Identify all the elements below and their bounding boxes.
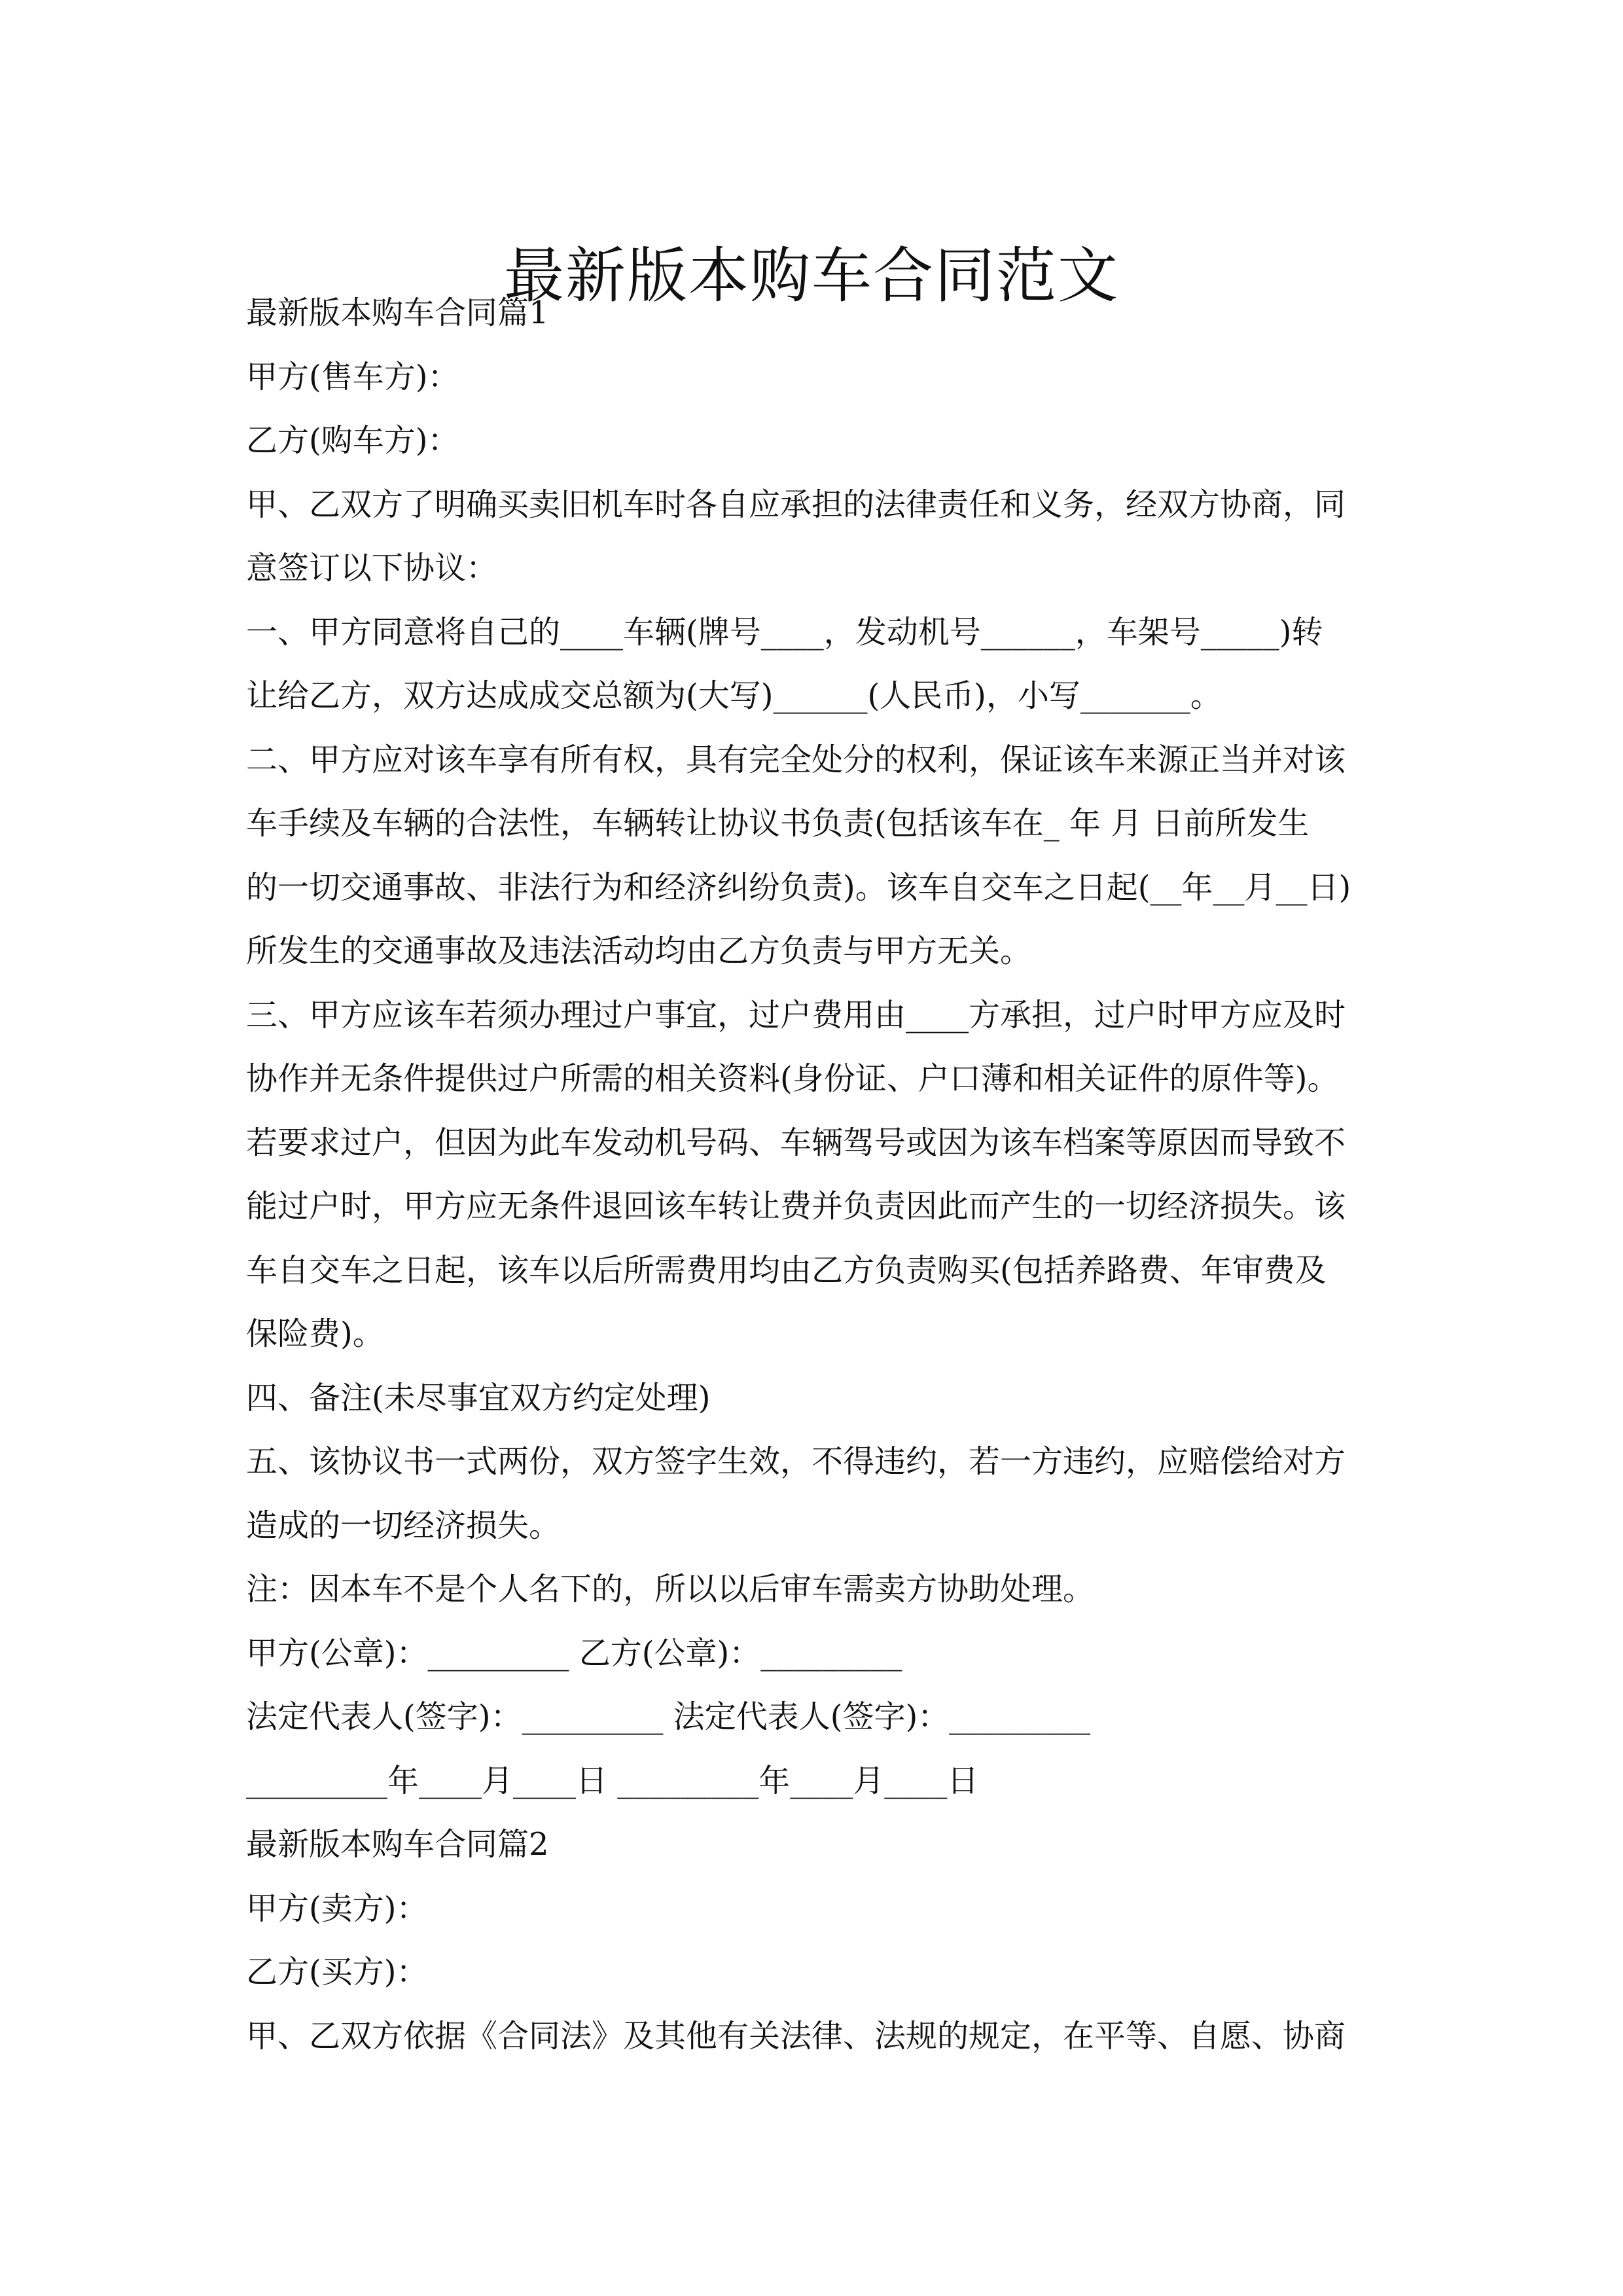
text-line: 乙方(买方)：: [246, 1954, 428, 1990]
text-line: 法定代表人(签字)：_________ 法定代表人(签字)：_________: [246, 1698, 1091, 1735]
text-line: 所发生的交通事故及违法活动均由乙方负责与甲方无关。: [246, 933, 1032, 969]
text-line: 车手续及车辆的合法性，车辆转让协议书负责(包括该车在_ 年 月 日前所发生: [246, 805, 1310, 842]
text-line: 车自交车之日起，该车以后所需费用均由乙方负责购买(包括养路费、年审费及: [246, 1251, 1327, 1289]
text-line: 让给乙方，双方达成成交总额为(大写)______(人民币)，小写_______。: [246, 677, 1222, 714]
text-line: 协作并无条件提供过户所需的相关资料(身份证、户口薄和相关证件的原件等)。: [246, 1060, 1339, 1097]
text-line: 甲、乙双方依据《合同法》及其他有关法律、法规的规定，在平等、自愿、协商: [246, 2017, 1346, 2054]
text-line: 的一切交通事故、非法行为和经济纠纷负责)。该车自交车之日起(__年__月__日): [246, 869, 1351, 906]
text-line: 甲方(公章)：_________ 乙方(公章)：_________: [246, 1634, 902, 1672]
text-line: 意签订以下协议：: [246, 550, 498, 586]
text-line: 乙方(购车方)：: [246, 422, 459, 459]
text-line: 最新版本购车合同篇1: [246, 295, 549, 331]
text-line: 二、甲方应对该车享有所有权，具有完全处分的权利，保证该车来源正当并对该: [246, 741, 1346, 778]
text-line: 三、甲方应该车若须办理过户事宜，过户费用由____方承担，过户时甲方应及时: [246, 996, 1346, 1033]
text-line: 甲、乙双方了明确买卖旧机车时各自应承担的法律责任和义务，经双方协商，同: [246, 486, 1346, 523]
document-title: 最新版本购车合同范文: [503, 240, 1119, 311]
text-line: 甲方(售车方)：: [246, 358, 459, 395]
text-line: 注：因本车不是个人名下的，所以以后审车需卖方协助处理。: [246, 1571, 1095, 1607]
text-line: 五、该协议书一式两份，双方签字生效，不得违约，若一方违约，应赔偿给对方: [246, 1443, 1346, 1480]
text-line: _________年____月____日 _________年____月____日: [246, 1762, 979, 1799]
text-line: 保险费)。: [246, 1316, 384, 1352]
document-body: [246, 281, 1385, 2068]
text-line: 四、备注(未尽事宜双方约定处理): [246, 1379, 711, 1416]
text-line: 能过户时，甲方应无条件退回该车转让费并负责因此而产生的一切经济损失。该: [246, 1188, 1346, 1225]
text-line: 甲方(卖方)：: [246, 1890, 428, 1927]
text-line: 造成的一切经济损失。: [246, 1507, 561, 1544]
text-line: 若要求过户，但因为此车发动机号码、车辆驾号或因为该车档案等原因而导致不: [246, 1124, 1346, 1161]
text-line: 一、甲方同意将自己的____车辆(牌号____，发动机号______，车架号_____)转: [246, 613, 1323, 651]
text-line: 最新版本购车合同篇2: [246, 1826, 549, 1863]
